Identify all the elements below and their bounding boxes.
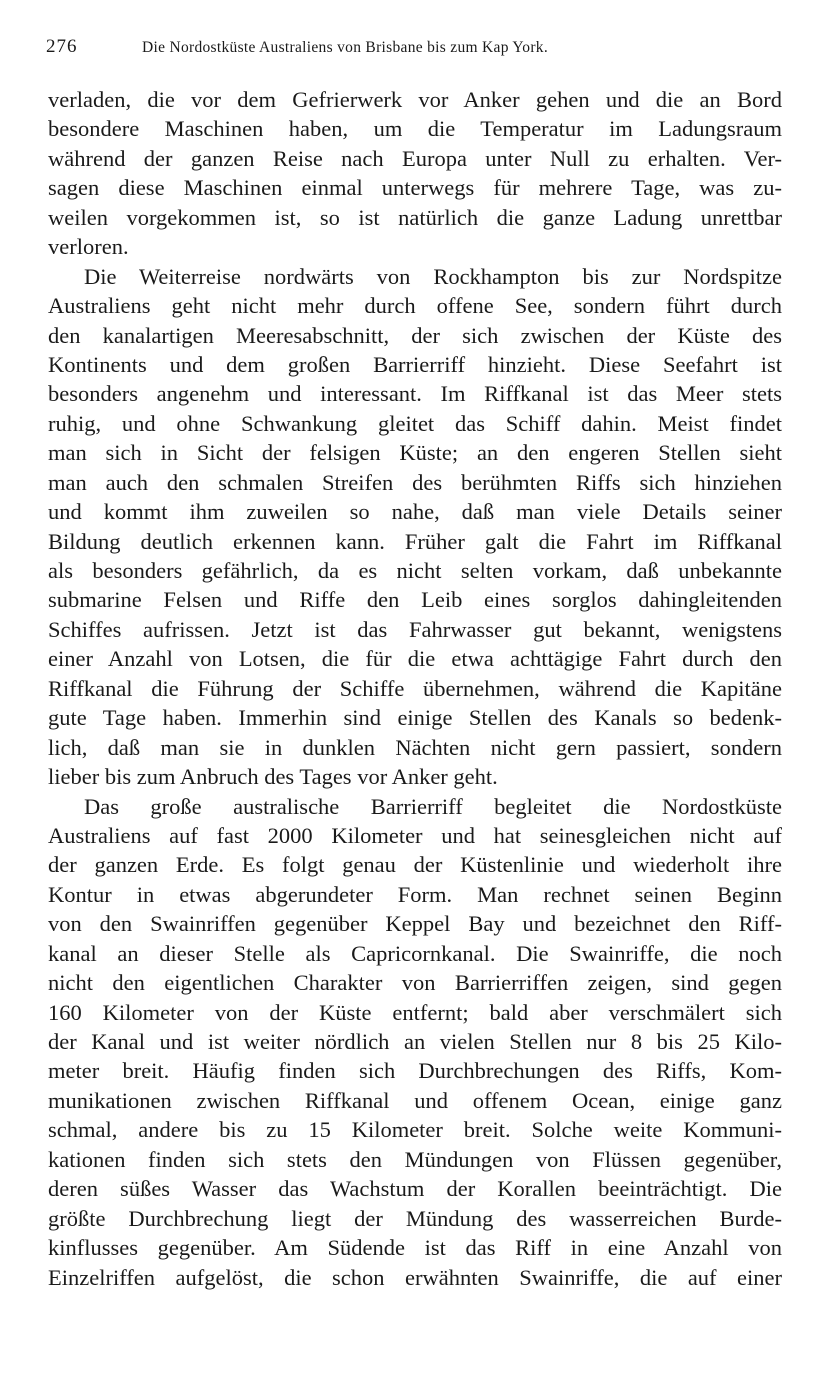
page-number: 276 [46, 36, 78, 57]
text-line: von den Swainriffen gegenüber Keppel Bay und bezeichnet den Riff- [48, 911, 782, 937]
text-line: 160 Kilometer von der Küste entfernt; bald aber verschmälert sich [48, 999, 782, 1025]
text-line: lieber bis zum Anbruch des Tages vor Anker geht. [48, 764, 498, 790]
text-line: munikationen zwischen Riffkanal und offenem Ocean, einige ganz [48, 1087, 782, 1113]
text-line: den kanalartigen Meeresabschnitt, der sich zwischen der Küste des [48, 322, 782, 348]
body-text [48, 85, 782, 1292]
running-title: Die Nordostküste Australiens von Brisbane bis zum Kap York. [142, 39, 549, 56]
text-line: Kontinents und dem großen Barrierriff hinzieht. Diese Seefahrt ist [48, 351, 782, 377]
text-line: gute Tage haben. Immerhin sind einige Stellen des Kanals so bedenk- [48, 705, 782, 731]
text-line: Kontur in etwas abgerundeter Form. Man rechnet seinen Beginn [48, 881, 782, 907]
text-line: kinflusses gegenüber. Am Südende ist das Riff in eine Anzahl von [48, 1235, 782, 1261]
text-line: kationen finden sich stets den Mündungen von Flüssen gegenüber, [48, 1146, 782, 1172]
text-line: lich, daß man sie in dunklen Nächten nicht gern passiert, sondern [48, 734, 782, 760]
text-line: meter breit. Häufig finden sich Durchbrechungen des Riffs, Kom- [48, 1058, 782, 1084]
text-line: Die Weiterreise nordwärts von Rockhampton bis zur Nordspitze [84, 263, 782, 289]
text-line: verloren. [48, 234, 129, 260]
text-line: der Kanal und ist weiter nördlich an vielen Stellen nur 8 bis 25 Kilo- [48, 1029, 782, 1054]
paragraph-3 [48, 792, 782, 1292]
text-line: und kommt ihm zuweilen so nahe, daß man viele Details seiner [48, 499, 782, 525]
text-line: einer Anzahl von Lotsen, die für die etwa achttägige Fahrt durch den [48, 646, 782, 672]
text-line: ruhig, und ohne Schwankung gleitet das Schiff dahin. Meist findet [48, 410, 782, 436]
text-line: besonders angenehm und interessant. Im Riffkanal ist das Meer stets [48, 381, 782, 407]
text-line: Australiens geht nicht mehr durch offene See, sondern führt durch [48, 293, 782, 319]
text-line: besondere Maschinen haben, um die Temperatur im Ladungsraum [48, 116, 782, 142]
text-line: nicht den eigentlichen Charakter von Barrierriffen zeigen, sind gegen [48, 970, 782, 996]
text-line: Schiffes aufrissen. Jetzt ist das Fahrwasser gut bekannt, wenigstens [48, 616, 782, 642]
paragraph-2 [48, 262, 782, 792]
text-line: als besonders gefährlich, da es nicht selten vorkam, daß unbekannte [48, 558, 782, 583]
text-line: deren süßes Wasser das Wachstum der Korallen beeinträchtigt. Die [48, 1176, 782, 1202]
text-line: sagen diese Maschinen einmal unterwegs für mehrere Tage, was zu- [48, 175, 782, 201]
text-line: größte Durchbrechung liegt der Mündung des wasserreichen Burde- [48, 1205, 782, 1231]
text-line: man sich in Sicht der felsigen Küste; an den engeren Stellen sieht [48, 440, 782, 466]
text-line: Australiens auf fast 2000 Kilometer und hat seinesgleichen nicht auf [48, 822, 782, 848]
text-line: kanal an dieser Stelle als Capricornkanal. Die Swainriffe, die noch [48, 940, 782, 966]
text-line: schmal, andere bis zu 15 Kilometer breit. Solche weite Kommuni- [48, 1117, 782, 1143]
text-line: weilen vorgekommen ist, so ist natürlich die ganze Ladung unrettbar [48, 204, 782, 230]
text-line: Bildung deutlich erkennen kann. Früher galt die Fahrt im Riffkanal [48, 528, 782, 554]
text-line: Riffkanal die Führung der Schiffe übernehmen, während die Kapitäne [48, 675, 782, 701]
running-head [46, 36, 782, 60]
text-line: Das große australische Barrierriff begleitet die Nordostküste [84, 793, 782, 819]
text-line: während der ganzen Reise nach Europa unter Null zu erhalten. Ver- [48, 145, 782, 171]
text-line: submarine Felsen und Riffe den Leib eines sorglos dahingleitenden [48, 587, 782, 613]
text-line: der ganzen Erde. Es folgt genau der Küstenlinie und wiederholt ihre [48, 852, 782, 878]
paragraph-1 [48, 85, 782, 262]
text-line: Einzelriffen aufgelöst, die schon erwähnten Swainriffe, die auf einer [48, 1264, 782, 1290]
text-line: man auch den schmalen Streifen des berühmten Riffs sich hinziehen [48, 469, 782, 495]
text-line: verladen, die vor dem Gefrierwerk vor Anker gehen und die an Bord [48, 87, 782, 112]
